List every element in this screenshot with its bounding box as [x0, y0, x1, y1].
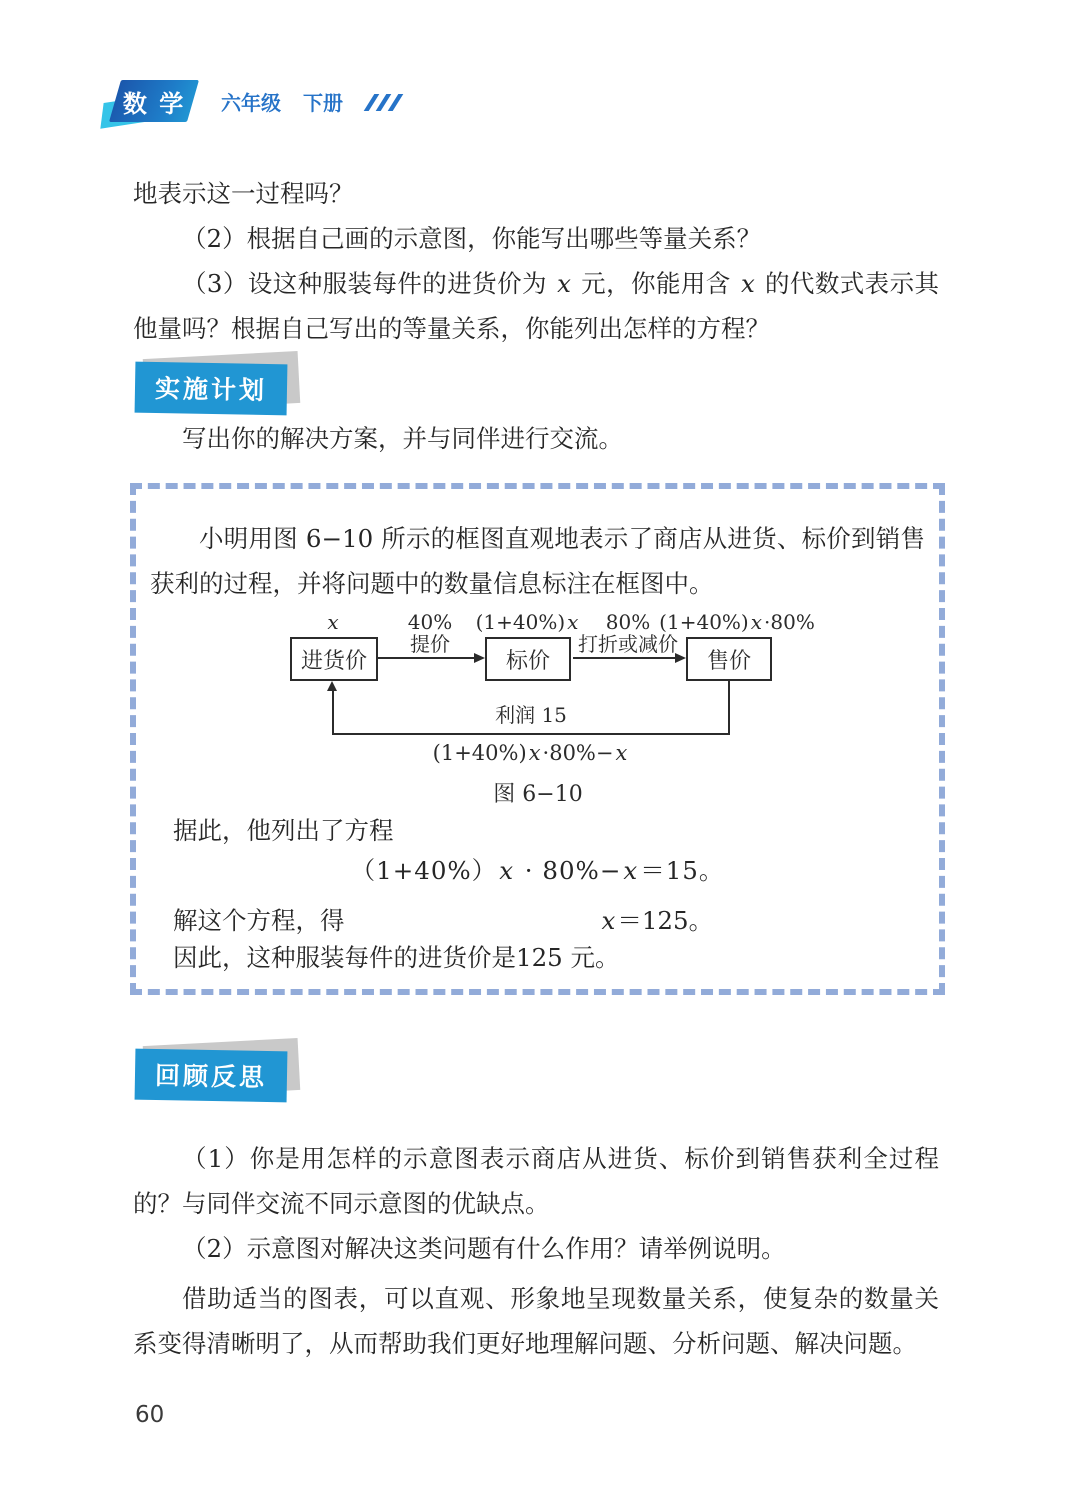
markup-percent: 40%: [407, 610, 453, 634]
right-arrowhead-icon: [474, 653, 485, 663]
equation: （1+40%）x · 80%−x＝15。: [350, 856, 725, 885]
conclusion: 因此，这种服装每件的进货价是125 元。: [173, 943, 620, 972]
question-3: （3）设这种服装每件的进货价为 x 元，你能用含 x 的代数式表示其他量吗？根据自己写出的等量关系，你能列出怎样的方程？: [133, 269, 940, 343]
example-intro: 小明用图 6−10 所示的框图直观地表示了商店从进货、标价到销售获利的过程，并将问题中的数量信息标注在框图中。: [150, 524, 925, 598]
arrow-line-2: [573, 657, 675, 659]
solution-value: x＝125。: [601, 906, 714, 935]
profit-formula: (1+40%)x·80%−x: [432, 741, 628, 765]
logo-text: 数 学: [122, 89, 186, 118]
page-number: 60: [135, 1402, 165, 1428]
right-arrowhead-icon: [675, 653, 686, 663]
discount-arrow-label: [578, 611, 678, 655]
discount-text: 打折或减价: [578, 632, 678, 656]
math-logo: [115, 80, 193, 122]
section-label-plan: [135, 363, 287, 414]
logo-badge: [109, 80, 199, 122]
example-box: [130, 483, 945, 995]
section-label-plan-text: 实施计划: [135, 362, 288, 416]
reflect-question-2: （2）示意图对解决这类问题有什么作用？请举例说明。: [182, 1234, 786, 1263]
section-label-reflect: [135, 1050, 287, 1101]
volume-label: 下册: [303, 90, 343, 115]
feedback-line-bottom: [332, 733, 730, 735]
markup-text: 提价: [409, 632, 450, 656]
diagram-marked-price-expression: (1+40%) x: [475, 610, 579, 634]
arrow-line-1: [378, 657, 475, 659]
summary-paragraph: 借助适当的图表，可以直观、形象地呈现数量关系，使复杂的数量关系变得清晰明了，从而帮助我们更好地理解问题、分析问题、解决问题。: [133, 1284, 939, 1358]
marked-price-box: 标价: [485, 637, 571, 681]
grade-label: 六年级: [221, 90, 281, 115]
purchase-price-box: 进货价: [290, 637, 378, 681]
slashes-icon: [369, 94, 405, 111]
figure-caption: 图 6−10: [493, 782, 583, 807]
diagram-var-x-label: x: [327, 610, 339, 634]
solve-intro: 解这个方程，得: [173, 906, 345, 935]
discount-percent: 80%: [605, 610, 651, 634]
plan-instruction: 写出你的解决方案，并与同伴进行交流。: [182, 424, 623, 453]
page-header: [115, 78, 405, 124]
question-2: （2）根据自己画的示意图，你能写出哪些等量关系？: [182, 224, 762, 253]
solve-line: [150, 901, 925, 941]
profit-label: 利润 15: [495, 703, 567, 727]
markup-arrow-label: [408, 611, 452, 655]
intro-continuation-line: 地表示这一过程吗？: [133, 179, 354, 208]
figure-6-10-flowchart: [248, 611, 828, 807]
reflect-question-1: （1）你是用怎样的示意图表示商店从进货、标价到销售获利全过程的？与同伴交流不同示意图的优缺点。: [133, 1144, 939, 1218]
diagram-selling-price-expression: (1+40%) x ·80%: [659, 610, 815, 634]
section-label-reflect-text: 回顾反思: [135, 1049, 288, 1103]
selling-price-box: 售价: [686, 637, 772, 681]
derivation-intro: 据此，他列出了方程: [173, 816, 394, 845]
